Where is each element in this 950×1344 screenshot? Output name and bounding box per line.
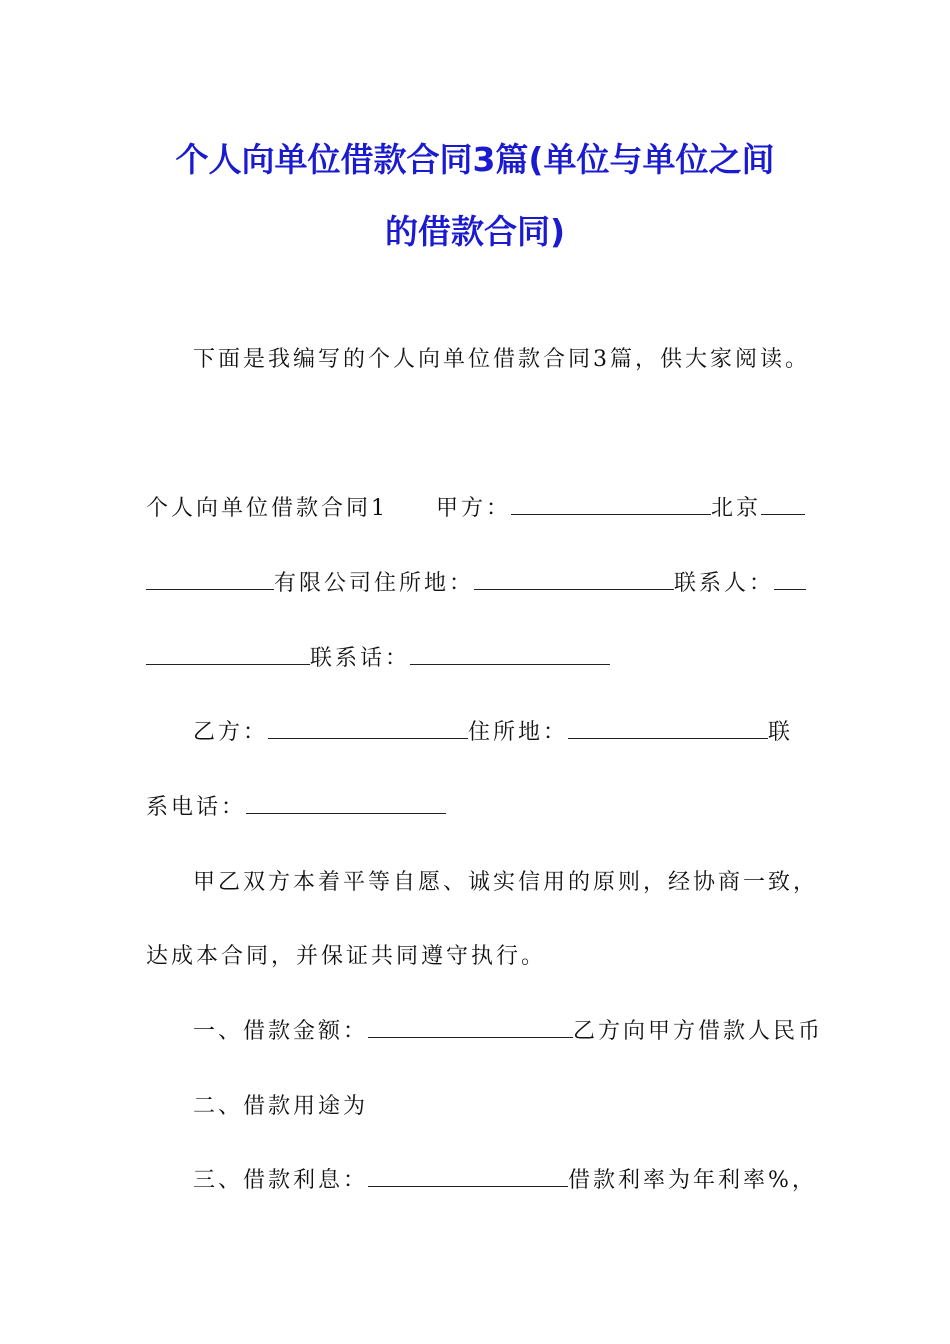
company-address-label: 有限公司住所地： — [274, 571, 475, 596]
contract-1-line-2 — [146, 569, 806, 599]
party-a-label: 甲方： — [436, 496, 512, 521]
clause-3-label: 三、借款利息： — [193, 1168, 369, 1193]
party-b-line — [193, 718, 793, 748]
contact-person-label: 联系人： — [674, 571, 775, 596]
clause-2 — [193, 1092, 368, 1122]
party-b-address-blank — [568, 718, 768, 739]
blank-line — [146, 644, 310, 665]
phone-blank — [410, 644, 610, 665]
party-b-phone-blank — [246, 793, 446, 814]
blank-line — [774, 569, 806, 590]
address-blank — [474, 569, 674, 590]
party-b-name-blank — [268, 718, 468, 739]
agreement-text-1: 甲乙双方本着平等自愿、诚实信用的原则，经协商一致， — [193, 870, 819, 895]
interest-blank — [368, 1166, 568, 1187]
clause-1-text: 乙方向甲方借款人民币 — [573, 1019, 824, 1044]
party-b-phone-label: 系电话： — [146, 795, 247, 820]
contact-phone-label: 联系话： — [310, 646, 411, 671]
clause-1 — [193, 1017, 823, 1047]
party-b-label: 乙方： — [193, 720, 269, 745]
blank-line — [761, 494, 805, 515]
clause-3 — [193, 1166, 817, 1196]
agreement-line-1 — [193, 868, 818, 898]
contract-1-line-1 — [146, 494, 805, 524]
loan-amount-blank — [368, 1017, 573, 1038]
clause-1-label: 一、借款金额： — [193, 1019, 369, 1044]
beijing-text: 北京 — [711, 496, 762, 521]
clause-3-text: 借款利率为年利率%， — [568, 1168, 817, 1193]
intro-text: 下面是我编写的个人向单位借款合同3篇，供大家阅读。 — [193, 347, 810, 372]
party-b-address-label: 住所地： — [468, 720, 569, 745]
contract-1-heading: 个人向单位借款合同1 — [146, 496, 388, 521]
contract-1-line-3 — [146, 644, 610, 674]
document-title-line-2: 的借款合同) — [384, 212, 566, 251]
party-a-name-blank — [511, 494, 711, 515]
intro-paragraph — [193, 345, 810, 375]
clause-2-text: 二、借款用途为 — [193, 1094, 369, 1119]
agreement-text-2: 达成本合同，并保证共同遵守执行。 — [146, 944, 547, 969]
lian-char: 联 — [768, 720, 794, 745]
agreement-line-2 — [146, 942, 546, 972]
document-title-line-1: 个人向单位借款合同3篇(单位与单位之间 — [175, 140, 775, 179]
blank-line — [146, 569, 274, 590]
party-b-phone-line — [146, 793, 446, 823]
